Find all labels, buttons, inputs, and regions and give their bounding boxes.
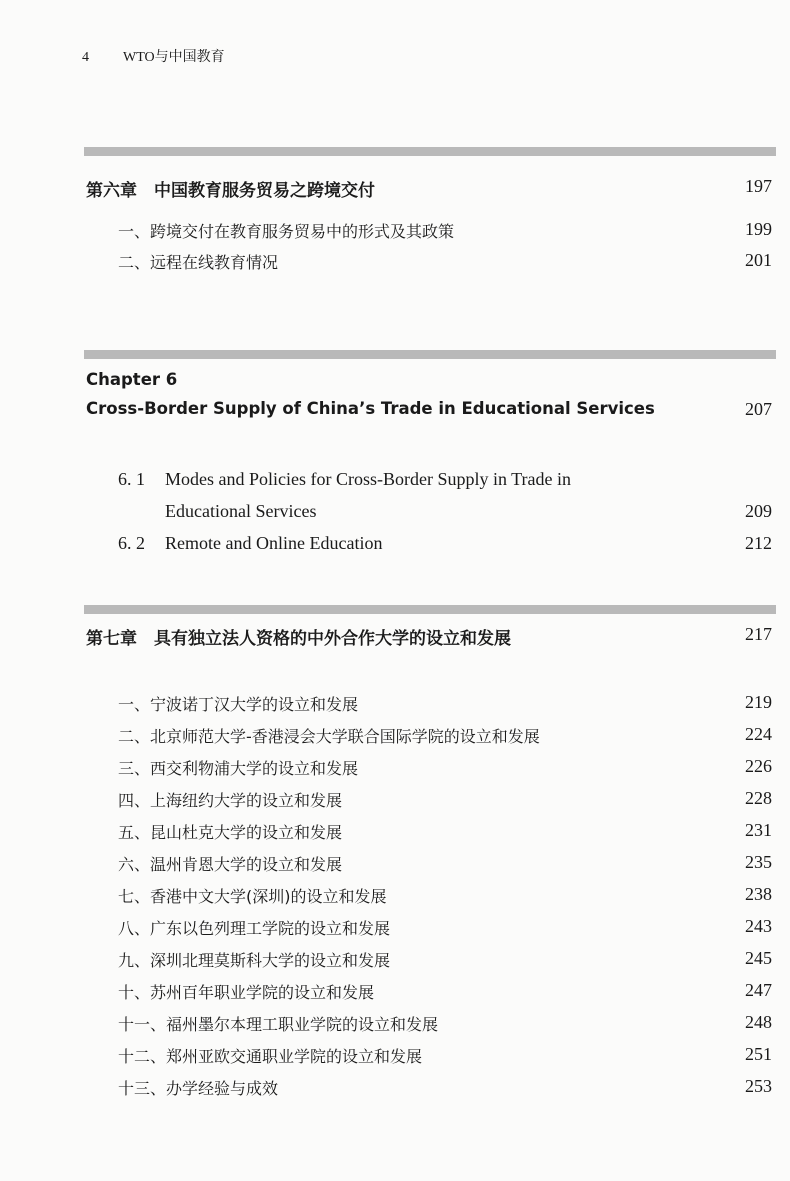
page-ref: 207 (745, 399, 772, 419)
page-ref: 219 (745, 692, 772, 712)
page-ref: 212 (745, 533, 772, 553)
entry-label: 一、跨境交付在教育服务贸易中的形式及其政策 (118, 222, 455, 241)
entry-label: Modes and Policies for Cross-Border Supply in Trade in (165, 469, 571, 489)
toc-entry[interactable] (0, 884, 790, 914)
section-divider (84, 605, 776, 614)
toc-entry[interactable] (0, 756, 790, 786)
page-ref: 224 (745, 724, 772, 744)
page-ref: 226 (745, 756, 772, 776)
chapter-title: 第六章 中国教育服务贸易之跨境交付 (86, 181, 375, 201)
page-ref: 201 (745, 250, 772, 270)
page-ref: 228 (745, 788, 772, 808)
page-ref: 251 (745, 1044, 772, 1064)
entry-label: Educational Services (165, 501, 317, 521)
chapter-title: 第七章 具有独立法人资格的中外合作大学的设立和发展 (86, 629, 511, 649)
toc-entry[interactable] (0, 692, 790, 722)
page-number: 4 (82, 50, 89, 65)
entry-label: 六、温州肯恩大学的设立和发展 (118, 855, 343, 874)
toc-entry-continued[interactable] (0, 501, 790, 531)
page-ref: 231 (745, 820, 772, 840)
toc-chapter-heading-en[interactable] (0, 399, 790, 429)
entry-label: 十一、福州墨尔本理工职业学院的设立和发展 (118, 1015, 439, 1034)
entry-label: 七、香港中文大学(深圳)的设立和发展 (118, 887, 387, 906)
page-ref: 197 (745, 176, 772, 196)
entry-number: 6. 1 (118, 469, 145, 489)
page-ref: 209 (745, 501, 772, 521)
toc-entry[interactable] (0, 948, 790, 978)
page-ref: 199 (745, 219, 772, 239)
page-ref: 235 (745, 852, 772, 872)
entry-number: 6. 2 (118, 533, 145, 553)
entry-label: 二、远程在线教育情况 (118, 253, 279, 272)
chapter-title: Cross-Border Supply of China’s Trade in Educational Services (86, 399, 655, 418)
page-ref: 248 (745, 1012, 772, 1032)
toc-entry[interactable] (0, 219, 790, 249)
toc-entry[interactable] (0, 1076, 790, 1106)
section-divider (84, 350, 776, 359)
section-divider (84, 147, 776, 156)
page-ref: 243 (745, 916, 772, 936)
entry-label: Remote and Online Education (165, 533, 383, 553)
entry-label: 九、深圳北理莫斯科大学的设立和发展 (118, 951, 391, 970)
toc-entry[interactable] (0, 980, 790, 1010)
toc-entry[interactable] (0, 916, 790, 946)
page-ref: 245 (745, 948, 772, 968)
entry-label: 四、上海纽约大学的设立和发展 (118, 791, 343, 810)
page-ref: 247 (745, 980, 772, 1000)
toc-entry[interactable] (0, 1012, 790, 1042)
toc-chapter-label (0, 370, 790, 400)
toc-entry[interactable] (0, 1044, 790, 1074)
entry-label: 三、西交利物浦大学的设立和发展 (118, 759, 359, 778)
page-ref: 253 (745, 1076, 772, 1096)
toc-chapter-heading[interactable] (0, 624, 790, 654)
toc-entry[interactable] (0, 788, 790, 818)
entry-label: 十二、郑州亚欧交通职业学院的设立和发展 (118, 1047, 423, 1066)
running-header (82, 46, 225, 66)
toc-entry[interactable] (0, 852, 790, 882)
entry-label: 五、昆山杜克大学的设立和发展 (118, 823, 343, 842)
entry-label: 一、宁波诺丁汉大学的设立和发展 (118, 695, 359, 714)
chapter-label: Chapter 6 (86, 370, 178, 389)
toc-chapter-heading[interactable] (0, 176, 790, 206)
entry-label: 十三、办学经验与成效 (118, 1079, 279, 1098)
book-title: WTO与中国教育 (123, 50, 225, 65)
entry-label: 八、广东以色列理工学院的设立和发展 (118, 919, 391, 938)
toc-entry[interactable] (0, 820, 790, 850)
toc-entry[interactable] (0, 533, 790, 563)
entry-label: 十、苏州百年职业学院的设立和发展 (118, 983, 375, 1002)
toc-entry[interactable] (0, 469, 790, 499)
entry-label: 二、北京师范大学-香港浸会大学联合国际学院的设立和发展 (118, 727, 540, 746)
page-ref: 217 (745, 624, 772, 644)
toc-entry[interactable] (0, 250, 790, 280)
toc-entry[interactable] (0, 724, 790, 754)
page-ref: 238 (745, 884, 772, 904)
